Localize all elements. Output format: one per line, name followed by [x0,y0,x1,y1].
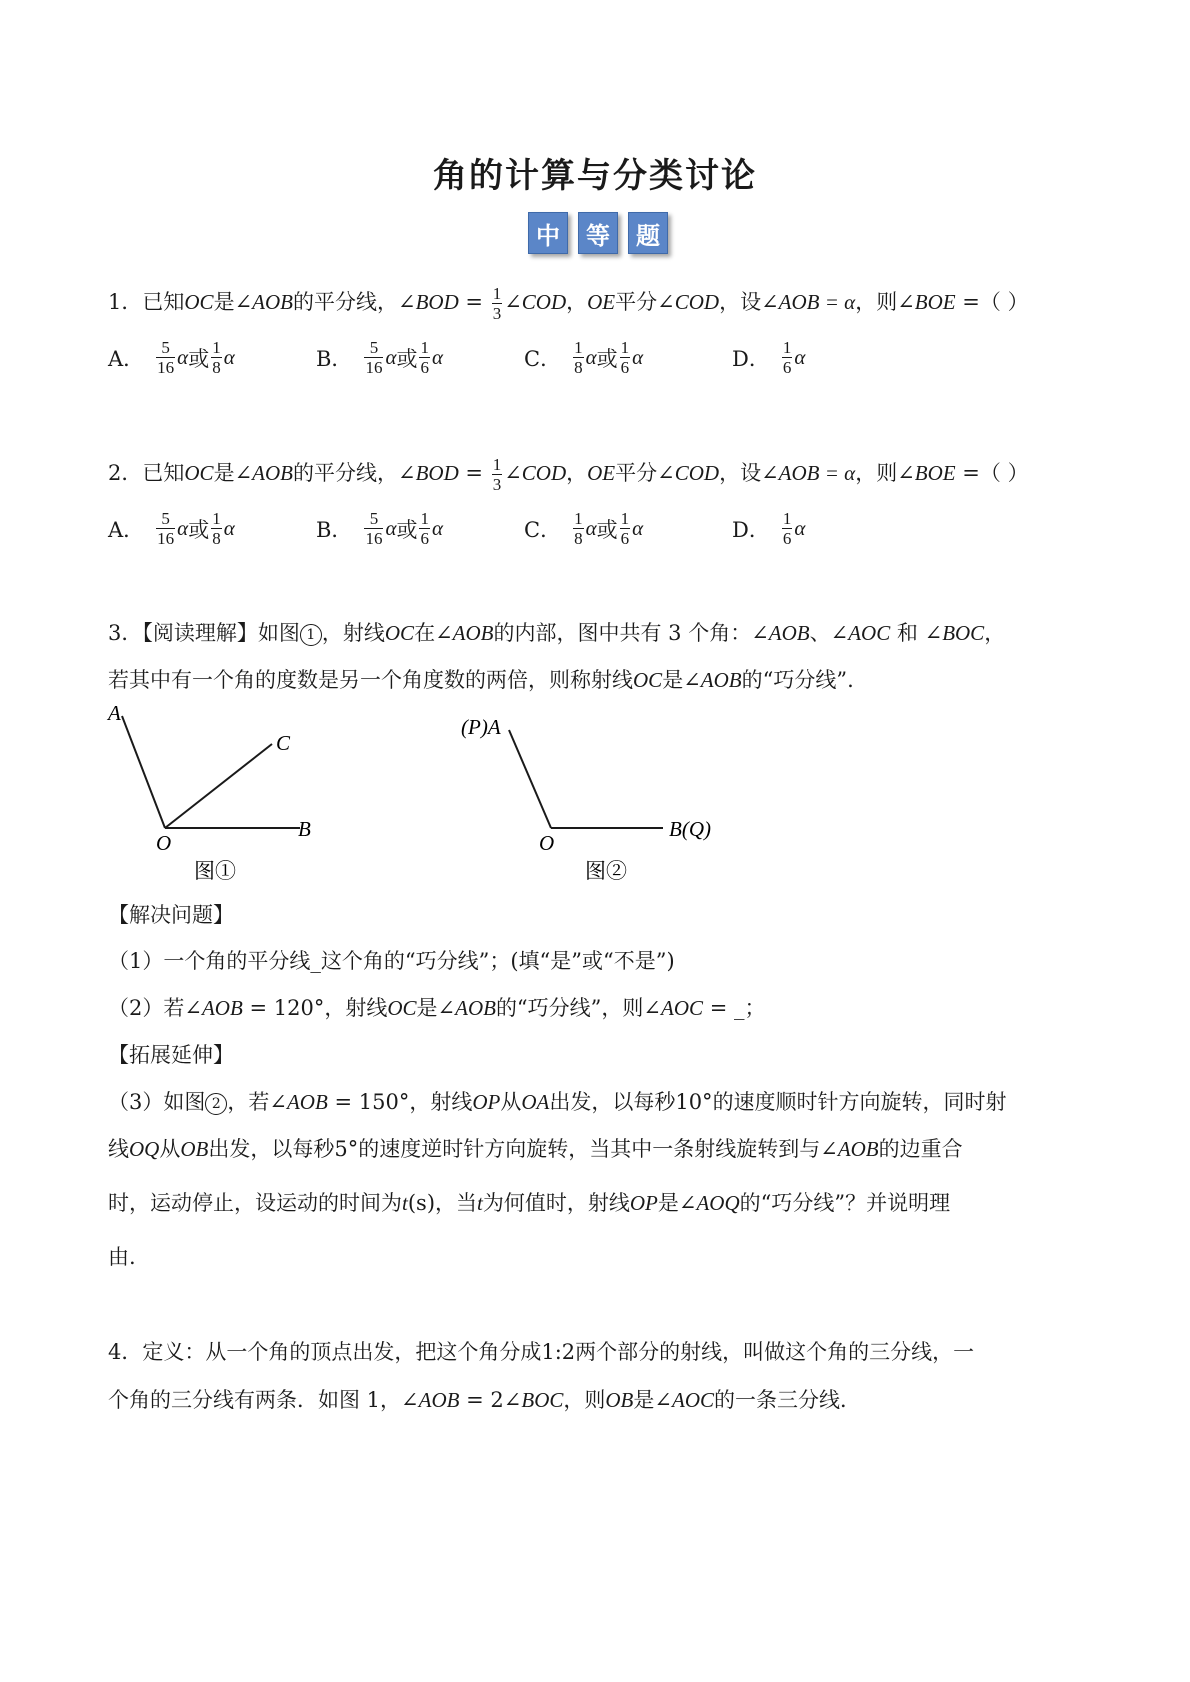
badge-question: 题 [628,212,668,254]
q1-option-b[interactable]: B． $\frac{5}{16}$ α 或 $\frac{1}{6}$ α [316,338,443,377]
fraction: $\frac{1}{3}$ [492,284,502,323]
label-b: B [298,817,311,841]
caption-fig1: 图① [194,859,236,883]
ray-oc [165,744,272,828]
fraction: $\frac{1}{3}$ [492,455,502,494]
q2-option-b[interactable]: B． $\frac{5}{16}$ α 或 $\frac{1}{6}$ α [316,509,443,548]
solve-heading: 【解决问题】 [108,903,234,927]
q3-part-3-line-4: 由. [108,1245,136,1269]
q1-option-d[interactable]: D． $\frac{1}{6}$ α [732,338,806,377]
page-title: 角的计算与分类讨论 [433,156,757,196]
q1-option-a[interactable]: A． $\frac{5}{16}$ α 或 $\frac{1}{8}$ α [108,338,235,377]
q3-part-2: （2）若∠AOB = 120°，射线OC是∠AOB的“巧分线”，则∠AOC = _； [108,996,766,1020]
label-o: O [156,831,172,855]
difficulty-badges [528,212,668,254]
q1-stem: 1．已知OC是∠AOB的平分线，∠BOD = $\frac{1}{3}$ ∠COD，OE平分∠COD，设∠AOB = α，则∠BOE =（ ） [108,284,1029,323]
extend-heading: 【拓展延伸】 [108,1043,234,1067]
q3-line-2: 若其中有一个角的度数是另一个角度数的两倍，则称射线OC是∠AOB的“巧分线”. [108,668,854,692]
badge-medium: 中 [528,212,568,254]
label-bq: B(Q) [669,817,711,841]
caption-fig2: 图② [585,859,627,883]
q2-stem: 2．已知OC是∠AOB的平分线，∠BOD = $\frac{1}{3}$ ∠COD，OE平分∠COD，设∠AOB = α，则∠BOE =（ ） [108,455,1029,494]
label-pa: (P)A [461,715,501,739]
q2-option-a[interactable]: A． $\frac{5}{16}$ α 或 $\frac{1}{8}$ α [108,509,235,548]
q3-part-3-line-3: 时，运动停止，设运动的时间为t(s)，当t为何值时，射线OP是∠AOQ的“巧分线”？并说明理 [108,1191,951,1215]
q3-line-1: 3．【阅读理解】如图 1 ，射线OC在∠AOB的内部，图中共有 3 个角：∠AOB、∠AOC 和 ∠BOC， [108,621,1006,645]
figure-1 [100,700,360,890]
figure-2 [455,700,745,890]
ray-oa-p [509,730,551,828]
label-c: C [276,731,291,755]
circled-2: 2 [205,1093,227,1115]
q4-line-1: 4．定义：从一个角的顶点出发，把这个角分成1:2两个部分的射线，叫做这个角的三分线，一 [108,1340,975,1364]
circled-1: 1 [300,624,322,646]
q2-options [108,509,805,548]
badge-level: 等 [578,212,618,254]
q1-options [108,338,805,377]
q4-line-2: 个角的三分线有两条．如图 1，∠AOB = 2∠BOC，则OB是∠AOC的一条三分线． [108,1388,861,1412]
q2-option-d[interactable]: D． $\frac{1}{6}$ α [732,509,806,548]
q2-option-c[interactable]: C． $\frac{1}{8}$ α 或 $\frac{1}{6}$ α [524,509,644,548]
q3-part-3-line-1: （3）如图 2 ，若∠AOB = 150°，射线OP从OA出发，以每秒10°的速度顺时针方向旋转，同时射 [108,1090,1007,1114]
ray-oa [122,716,165,828]
label-o2: O [539,831,555,855]
q3-part-1: （1）一个角的平分线_这个角的“巧分线”；(填“是”或“不是”) [108,949,675,973]
q1-option-c[interactable]: C． $\frac{1}{8}$ α 或 $\frac{1}{6}$ α [524,338,644,377]
label-a: A [108,701,121,725]
q3-part-3-line-2: 线OQ从OB出发，以每秒5°的速度逆时针方向旋转，当其中一条射线旋转到与∠AOB的边重合 [108,1137,963,1161]
